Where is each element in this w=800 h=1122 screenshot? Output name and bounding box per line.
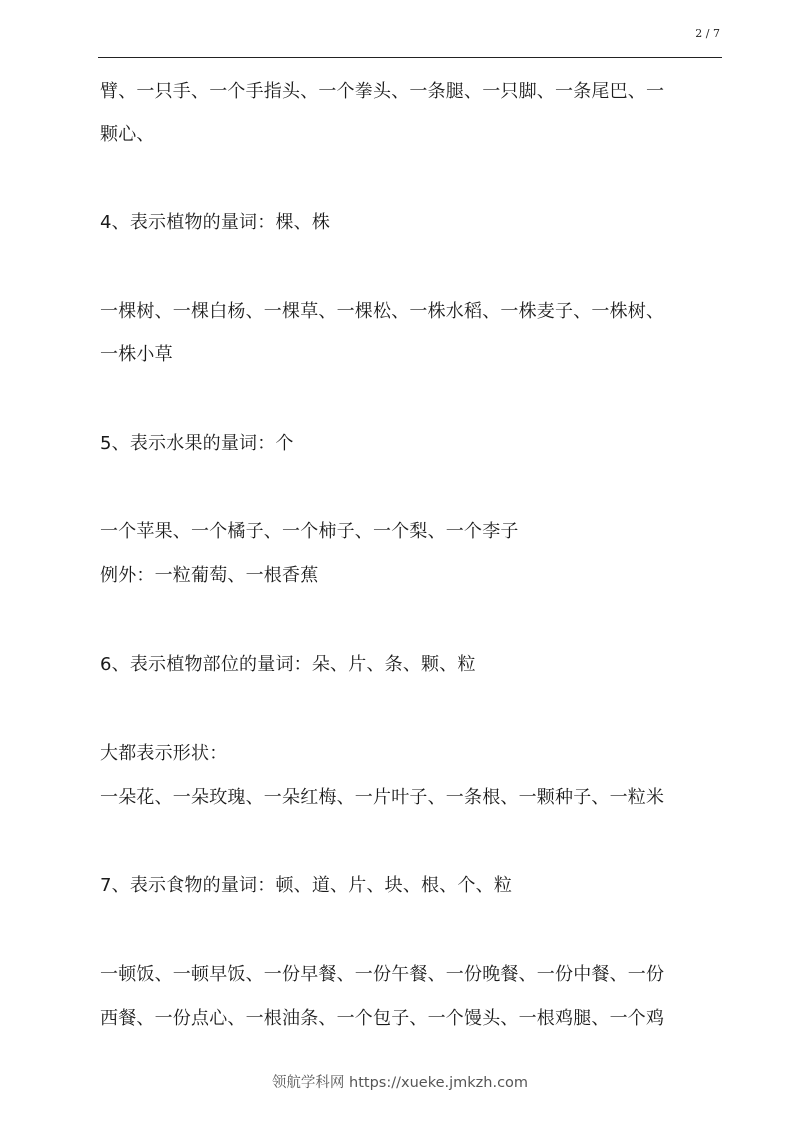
text-line: 例外：一粒葡萄、一根香蕉 (100, 565, 319, 586)
text-line: 臂、一只手、一个手指头、一个拳头、一条腿、一只脚、一条尾巴、一 (100, 81, 665, 102)
footer-watermark: 领航学科网 https://xueke.jmkzh.com (271, 1075, 529, 1091)
section-heading-6: 6、表示植物部位的量词：朵、片、条、颗、粒 (100, 654, 476, 675)
text-line: 一棵树、一棵白杨、一棵草、一棵松、一株水稻、一株麦子、一株树、 (100, 301, 665, 322)
text-line: 西餐、一份点心、一根油条、一个包子、一个馒头、一根鸡腿、一个鸡 (100, 1008, 665, 1029)
text-line: 颗心、 (100, 124, 155, 145)
text-line: 一株小草 (100, 344, 173, 365)
header-rule (98, 57, 722, 58)
section-heading-4: 4、表示植物的量词：棵、株 (100, 212, 331, 233)
section-heading-5: 5、表示水果的量词：个 (100, 433, 294, 454)
page-number: 2 / 7 (695, 27, 720, 40)
text-line: 一个苹果、一个橘子、一个柿子、一个梨、一个李子 (100, 521, 519, 542)
text-line: 一朵花、一朵玫瑰、一朵红梅、一片叶子、一条根、一颗种子、一粒米 (100, 787, 665, 808)
text-line: 一顿饭、一顿早饭、一份早餐、一份午餐、一份晚餐、一份中餐、一份 (100, 964, 665, 985)
section-heading-7: 7、表示食物的量词：顿、道、片、块、根、个、粒 (100, 875, 513, 896)
text-line: 大都表示形状： (100, 743, 228, 764)
